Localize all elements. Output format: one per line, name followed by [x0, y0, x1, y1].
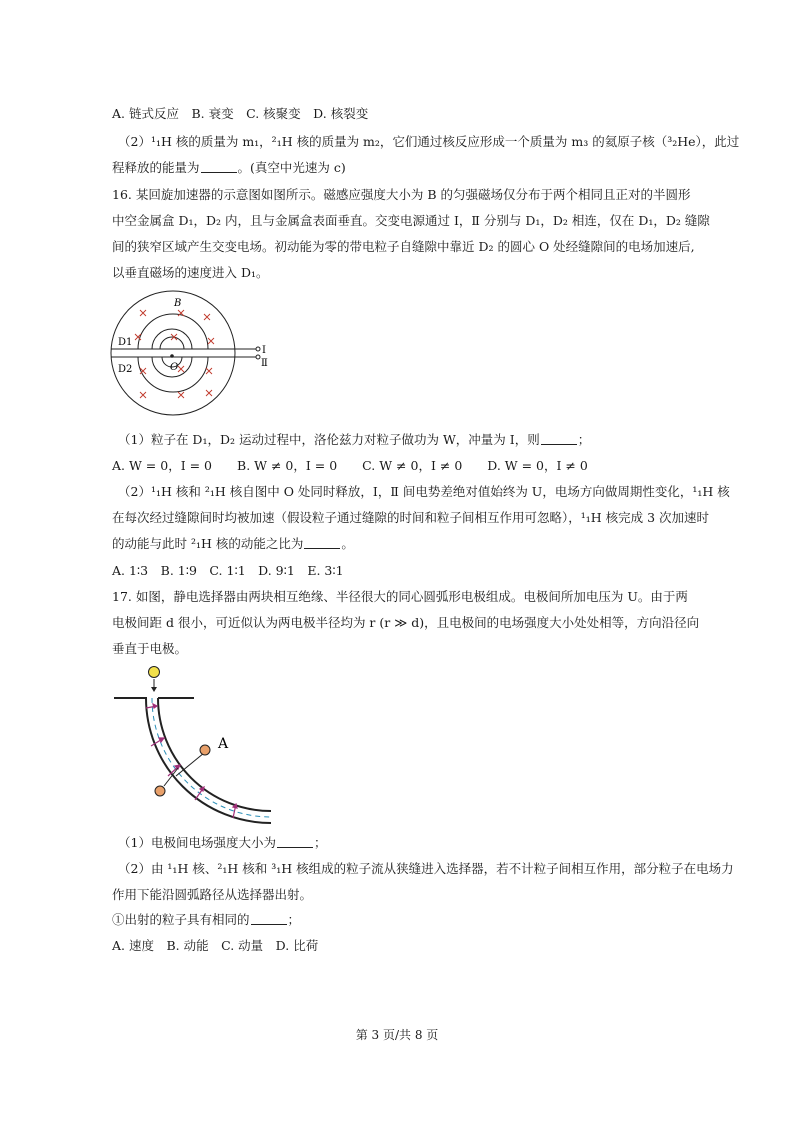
q15-2-suffix: 。(真空中光速为 c)	[237, 160, 346, 175]
cyclotron-figure	[108, 290, 278, 420]
page-footer: 第 3 页/共 8 页	[355, 1028, 439, 1042]
q16-1-suffix: ；	[577, 432, 591, 447]
terminal-ball-b	[155, 786, 165, 796]
q15-2-prefix: 程释放的能量为	[112, 160, 200, 175]
answer-blank[interactable]	[277, 835, 313, 848]
label-terminal-i: Ⅰ	[262, 345, 266, 356]
terminal-ball-a	[200, 745, 210, 755]
q16-stem-3: 间的狭窄区域产生交变电场。初动能为零的带电粒子自缝隙中靠近 D₂ 的圆心 O 处经缝隙间的电场加速后,	[112, 239, 695, 254]
q16-stem-2: 中空金属盒 D₁，D₂ 内，且与金属盒表面垂直。交变电源通过 Ⅰ，Ⅱ 分别与 D₁，D₂ 相连，仅在 D₁，D₂ 缝隙	[112, 213, 710, 228]
answer-blank[interactable]	[541, 432, 577, 445]
label-d2: D2	[118, 364, 133, 375]
answer-blank[interactable]	[251, 912, 287, 925]
q17-1-prefix: （1）电极间电场强度大小为	[118, 835, 276, 850]
label-d1: D1	[118, 337, 133, 348]
q17-stem-3: 垂直于电极。	[112, 641, 188, 656]
label-a: A	[218, 736, 229, 752]
trajectory-dashed	[152, 698, 271, 817]
q15-2-text: （2）¹₁H 核的质量为 m₁，²₁H 核的质量为 m₂，它们通过核反应形成一个质量为 m₃ 的氦原子核（³₂He），此过	[118, 134, 740, 149]
q16-1-prefix: （1）粒子在 D₁，D₂ 运动过程中，洛伦兹力对粒子做功为 W，冲量为 I，则	[118, 432, 540, 447]
answer-blank[interactable]	[201, 160, 237, 173]
q17-2-1-prefix: ①出射的粒子具有相同的	[112, 912, 250, 927]
magnetic-field-crosses	[135, 310, 214, 398]
q16-2-text-1: （2）¹₁H 核和 ²₁H 核自图中 O 处同时释放，Ⅰ，Ⅱ 间电势差绝对值始终为 U，电场方向做周期性变化，¹₁H 核	[118, 484, 730, 499]
q17-2-text-1: （2）由 ¹₁H 核、²₁H 核和 ³₁H 核组成的粒子流从狭缝进入选择器，若不计粒子间相互作用，部分粒子在电场力	[118, 861, 734, 876]
q16-2-text-2: 在每次经过缝隙间时均被加速（假设粒子通过缝隙的时间和粒子间相互作用可忽略），¹₁H 核完成 3 次加速时	[112, 510, 710, 525]
q16-2-text-3	[112, 534, 692, 554]
q16-stem-4: 以垂直磁场的速度进入 D₁。	[112, 265, 269, 280]
q16-2-suffix: 。	[341, 536, 354, 551]
q16-2-options: A. 1∶3 B. 1∶9 C. 1∶1 D. 9∶1 E. 3∶1	[112, 563, 344, 578]
q15-1-options: A. 链式反应 B. 衰变 C. 核聚变 D. 核裂变	[112, 106, 369, 121]
label-b: B	[174, 298, 182, 309]
q17-2-1-text	[112, 910, 692, 930]
q17-2-text-2: 作用下能沿圆弧路径从选择器出射。	[112, 887, 313, 902]
label-o: O	[170, 362, 179, 373]
answer-blank[interactable]	[304, 536, 340, 549]
q16-1-text	[118, 430, 698, 450]
q17-1-text	[118, 833, 698, 853]
q16-stem-1: 16. 某回旋加速器的示意图如图所示。磁感应强度大小为 B 的匀强磁场仅分布于两个相同且正对的半圆形	[112, 187, 691, 202]
q17-2-1-suffix: ；	[287, 912, 301, 927]
q15-2-text-cont	[112, 158, 692, 178]
q16-2-prefix: 的动能与此时 ²₁H 核的动能之比为	[112, 536, 304, 551]
q17-stem-2: 电极间距 d 很小，可近似认为两电极半径均为 r (r ≫ d)，且电极间的电场强度大小处处相等，方向沿径向	[112, 615, 700, 630]
q16-1-options: A. W = 0，I = 0 B. W ≠ 0，I = 0 C. W ≠ 0，I ≠ 0 D. W = 0，I ≠ 0	[112, 458, 588, 473]
q17-2-1-options: A. 速度 B. 动能 C. 动量 D. 比荷	[112, 938, 319, 953]
electrostatic-selector-figure	[108, 658, 288, 828]
label-terminal-ii: Ⅱ	[261, 358, 268, 369]
incoming-particle	[149, 667, 160, 678]
q17-stem-1: 17. 如图，静电选择器由两块相互绝缘、半径很大的同心圆弧形电极组成。电极间所加电压为 U。由于两	[112, 589, 688, 604]
q17-1-suffix: ；	[313, 835, 327, 850]
